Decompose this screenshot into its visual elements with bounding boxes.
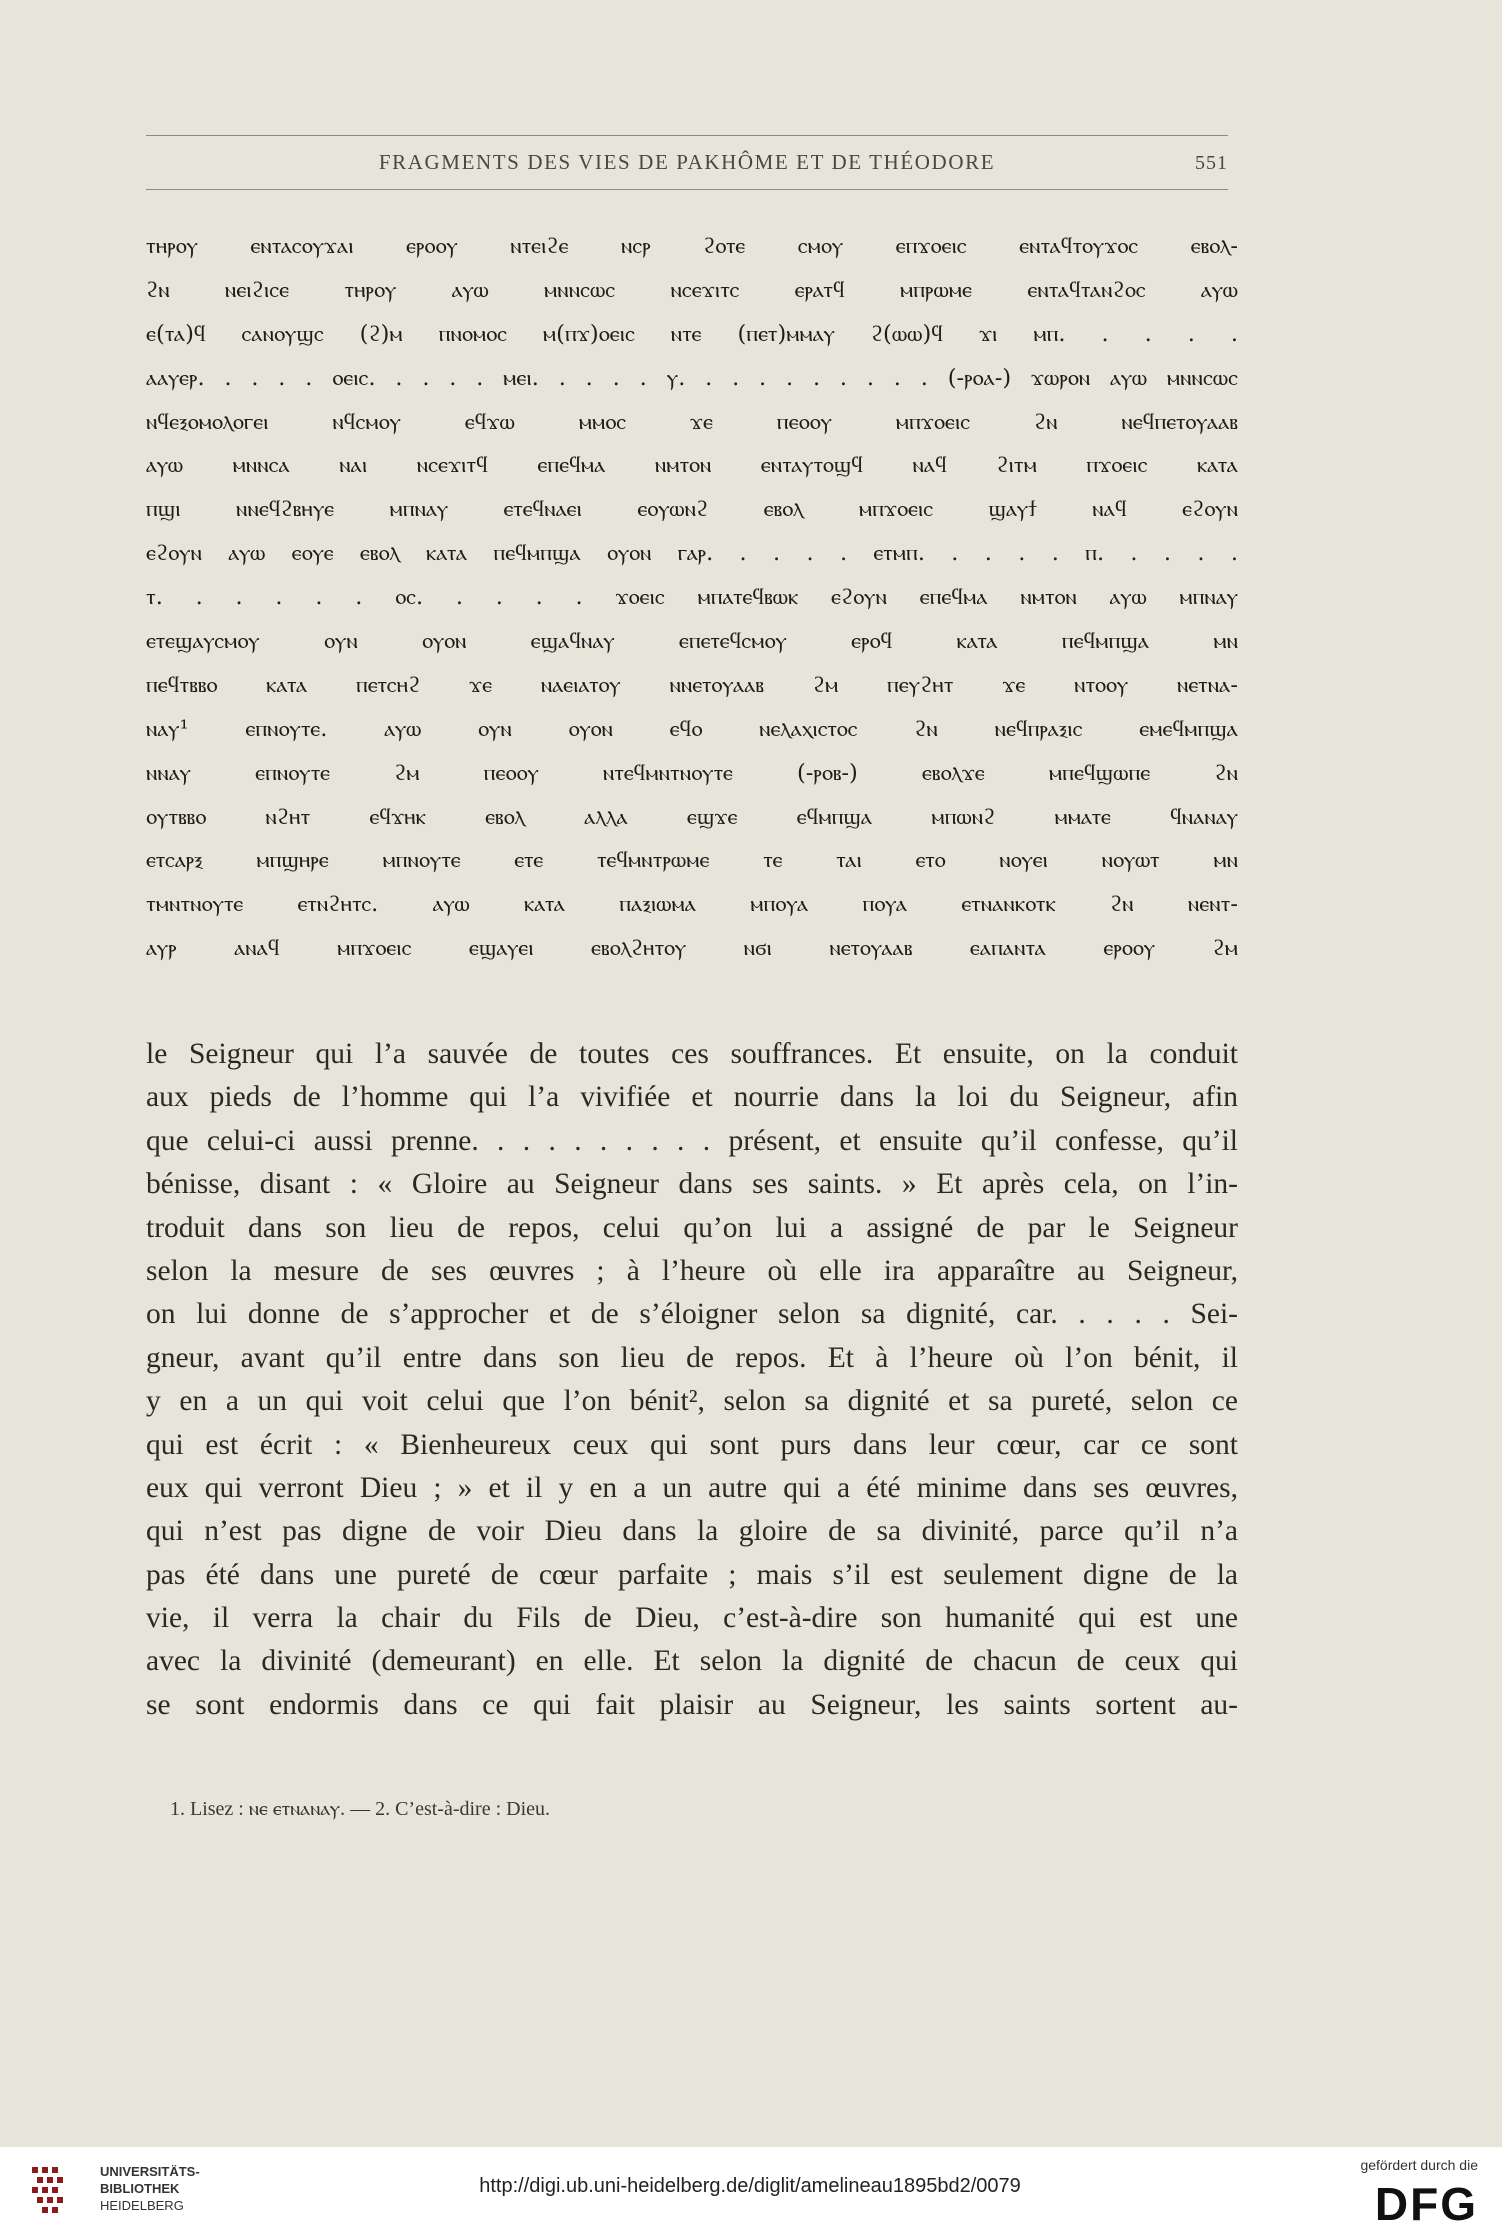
french-line: eux qui verront Dieu ; » et il y en a un autre qui a été minime dans ses œuvres, — [146, 1471, 1238, 1504]
coptic-line: ⲡⲉϥⲧⲃⲃⲟ ⲕⲁⲧⲁ ⲡⲉⲧⲥⲏϩ ϫⲉ ⲛⲁⲉⲓⲁⲧⲟⲩ ⲛⲛⲉⲧⲟⲩⲁⲁⲃ ϩⲙ ⲡⲉⲩϩⲏⲧ ϫⲉ ⲛⲧⲟⲟⲩ ⲛⲉⲧⲛⲁ- — [146, 671, 1238, 698]
french-line: vie, il verra la chair du Fils de Dieu, c’est-à-dire son humanité qui est une — [146, 1602, 1238, 1635]
coptic-line: ⲧ. . . . . . ⲟⲥ. . . . . ϫⲟⲉⲓⲥ ⲙⲡⲁⲧⲉϥⲃⲱⲕ ⲉϩⲟⲩⲛ ⲉⲡⲉϥⲙⲁ ⲛⲙⲧⲟⲛ ⲁⲩⲱ ⲙⲡⲛⲁⲩ — [146, 584, 1238, 611]
header-rule-top — [146, 135, 1228, 136]
library-name-line2: BIBLIOTHEK — [100, 2181, 180, 2196]
coptic-line: ϩⲛ ⲛⲉⲓϩⲓⲥⲉ ⲧⲏⲣⲟⲩ ⲁⲩⲱ ⲙⲛⲛⲥⲱⲥ ⲛⲥⲉϫⲓⲧⲥ ⲉⲣⲁⲧϥ ⲙⲡⲣⲱⲙⲉ ⲉⲛⲧⲁϥⲧⲁⲛϩⲟⲥ ⲁⲩⲱ — [146, 276, 1238, 303]
french-line: que celui-ci aussi prenne. . . . . . . . . . présent, et ensuite qu’il confesse, qu’il — [146, 1124, 1238, 1157]
coptic-line: ⲉⲧⲉϣⲁⲩⲥⲙⲟⲩ ⲟⲩⲛ ⲟⲩⲟⲛ ⲉϣⲁϥⲛⲁⲩ ⲉⲡⲉⲧⲉϥⲥⲙⲟⲩ ⲉⲣⲟϥ ⲕⲁⲧⲁ ⲡⲉϥⲙⲡϣⲁ ⲙⲛ — [146, 628, 1238, 655]
french-line: qui n’est pas digne de voir Dieu dans la gloire de sa divinité, parce qu’il n’a — [146, 1515, 1238, 1548]
coptic-line: ⲧⲙⲛⲧⲛⲟⲩⲧⲉ ⲉⲧⲛϩⲏⲧⲥ. ⲁⲩⲱ ⲕⲁⲧⲁ ⲡⲁⲝⲓⲱⲙⲁ ⲙⲡⲟⲩⲁ ⲡⲟⲩⲁ ⲉⲧⲛⲁⲛⲕⲟⲧⲕ ϩⲛ ⲛⲉⲛⲧ- — [146, 891, 1238, 918]
french-translation-block — [146, 1033, 1238, 1727]
french-line: gneur, avant qu’il entre dans son lieu de repos. Et à l’heure où l’on bénit, il — [146, 1341, 1238, 1374]
coptic-line: ⲟⲩⲧⲃⲃⲟ ⲛϩⲏⲧ ⲉϥϫⲏⲕ ⲉⲃⲟⲗ ⲁⲗⲗⲁ ⲉϣϫⲉ ⲉϥⲙⲡϣⲁ ⲙⲡⲱⲛϩ ⲙⲙⲁⲧⲉ ϥⲛⲁⲛⲁⲩ — [146, 803, 1238, 830]
french-line: pas été dans une pureté de cœur parfaite ; mais s’il est seulement digne de la — [146, 1558, 1238, 1591]
coptic-line: ⲁⲩⲣ ⲁⲛⲁϥ ⲙⲡϫⲟⲉⲓⲥ ⲉϣⲁⲩⲉⲓ ⲉⲃⲟⲗϩⲏⲧⲟⲩ ⲛϭⲓ ⲛⲉⲧⲟⲩⲁⲁⲃ ⲉⲁⲡⲁⲛⲧⲁ ⲉⲣⲟⲟⲩ ϩⲙ — [146, 935, 1238, 962]
coptic-text-block — [146, 225, 1238, 971]
funder-caption: gefördert durch die — [1360, 2157, 1478, 2173]
university-library-name — [100, 2163, 200, 2214]
coptic-line: ⲁⲁⲩⲉⲣ. . . . . ⲟⲉⲓⲥ. . . . . ⲙⲉⲓ. . . . . ⲩ. . . . . . . . . . (-ⲣⲟⲁ-) ϫⲱⲣⲟⲛ ⲁⲩⲱ ⲙⲛⲛⲥⲱⲥ — [146, 364, 1238, 391]
footnotes: 1. Lisez : ⲛⲉ ⲉⲧⲛⲁⲛⲁⲩ. — 2. C’est-à-dire : Dieu. — [170, 1798, 551, 1820]
coptic-line: ⲉ(ⲧⲁ)ϥ ⲥⲁⲛⲟⲩϣⲥ (ϩ)ⲙ ⲡⲛⲟⲙⲟⲥ ⲙ(ⲡϫ)ⲟⲉⲓⲥ ⲛⲧⲉ (ⲡⲉⲧ)ⲙⲙⲁⲩ ϩ(ⲱⲱ)ϥ ϫⲓ ⲙⲡ. . . . . — [146, 320, 1238, 347]
permalink-url[interactable]: http://digi.ub.uni-heidelberg.de/diglit/amelineau1895bd2/0079 — [479, 2175, 1021, 2197]
coptic-line: ⲁⲩⲱ ⲙⲛⲛⲥⲁ ⲛⲁⲓ ⲛⲥⲉϫⲓⲧϥ ⲉⲡⲉϥⲙⲁ ⲛⲙⲧⲟⲛ ⲉⲛⲧⲁⲩⲧⲟϣϥ ⲛⲁϥ ϩⲓⲧⲙ ⲡϫⲟⲉⲓⲥ ⲕⲁⲧⲁ — [146, 452, 1238, 479]
french-line: se sont endormis dans ce qui fait plaisir au Seigneur, les saints sortent au- — [146, 1688, 1238, 1721]
library-name-line3: HEIDELBERG — [100, 2198, 184, 2213]
coptic-line: ⲛϥⲉⲝⲟⲙⲟⲗⲟⲅⲉⲓ ⲛϥⲥⲙⲟⲩ ⲉϥϫⲱ ⲙⲙⲟⲥ ϫⲉ ⲡⲉⲟⲟⲩ ⲙⲡϫⲟⲉⲓⲥ ϩⲛ ⲛⲉϥⲡⲉⲧⲟⲩⲁⲁⲃ — [146, 408, 1238, 435]
french-line: qui est écrit : « Bienheureux ceux qui sont purs dans leur cœur, car ce sont — [146, 1428, 1238, 1461]
french-line: le Seigneur qui l’a sauvée de toutes ces souffrances. Et ensuite, on la conduit — [146, 1038, 1238, 1070]
coptic-line: ⲧⲏⲣⲟⲩ ⲉⲛⲧⲁⲥⲟⲩϫⲁⲓ ⲉⲣⲟⲟⲩ ⲛⲧⲉⲓϩⲉ ⲛⲥⲣ ϩⲟⲧⲉ ⲥⲙⲟⲩ ⲉⲡϫⲟⲉⲓⲥ ⲉⲛⲧⲁϥⲧⲟⲩϫⲟⲥ ⲉⲃⲟⲗ- — [146, 233, 1238, 259]
digitization-footer-bar — [0, 2147, 1502, 2239]
coptic-line: ⲉⲧⲥⲁⲣⲝ ⲙⲡϣⲏⲣⲉ ⲙⲡⲛⲟⲩⲧⲉ ⲉⲧⲉ ⲧⲉϥⲙⲛⲧⲣⲱⲙⲉ ⲧⲉ ⲧⲁⲓ ⲉⲧⲟ ⲛⲟⲩⲉⲓ ⲛⲟⲩⲱⲧ ⲙⲛ — [146, 847, 1238, 874]
running-head-title: FRAGMENTS DES VIES DE PAKHÔME ET DE THÉODORE — [378, 150, 996, 174]
french-line: avec la divinité (demeurant) en elle. Et selon la dignité de chacun de ceux qui — [146, 1645, 1238, 1678]
french-line: on lui donne de s’approcher et de s’éloigner selon sa dignité, car. . . . . Sei- — [146, 1298, 1238, 1331]
coptic-line: ⲛⲛⲁⲩ ⲉⲡⲛⲟⲩⲧⲉ ϩⲙ ⲡⲉⲟⲟⲩ ⲛⲧⲉϥⲙⲛⲧⲛⲟⲩⲧⲉ (-ⲣⲟⲃ-) ⲉⲃⲟⲗϫⲉ ⲙⲡⲉϥϣⲱⲡⲉ ϩⲛ — [146, 759, 1238, 786]
french-line: bénisse, disant : « Gloire au Seigneur dans ses saints. » Et après cela, on l’in- — [146, 1168, 1238, 1201]
french-line: aux pieds de l’homme qui l’a vivifiée et nourrie dans la loi du Seigneur, afin — [146, 1081, 1238, 1114]
coptic-line: ⲡϣⲓ ⲛⲛⲉϥϩⲃⲏⲩⲉ ⲙⲡⲛⲁⲩ ⲉⲧⲉϥⲛⲁⲉⲓ ⲉⲟⲩⲱⲛϩ ⲉⲃⲟⲗ ⲙⲡϫⲟⲉⲓⲥ ϣⲁⲩϯ ⲛⲁϥ ⲉϩⲟⲩⲛ — [146, 496, 1238, 523]
dfg-logo: DFG — [1374, 2178, 1478, 2230]
header-rule-bottom — [146, 189, 1228, 190]
coptic-line: ⲉϩⲟⲩⲛ ⲁⲩⲱ ⲉⲟⲩⲉ ⲉⲃⲟⲗ ⲕⲁⲧⲁ ⲡⲉϥⲙⲡϣⲁ ⲟⲩⲟⲛ ⲅⲁⲣ. . . . . ⲉⲧⲙⲡ. . . . . ⲡ. . . . . — [146, 540, 1238, 567]
running-head — [146, 150, 1228, 180]
page-number: 551 — [1195, 152, 1228, 174]
coptic-line: ⲛⲁⲩ¹ ⲉⲡⲛⲟⲩⲧⲉ. ⲁⲩⲱ ⲟⲩⲛ ⲟⲩⲟⲛ ⲉϥⲟ ⲛⲉⲗⲁⲭⲓⲥⲧⲟⲥ ϩⲛ ⲛⲉϥⲡⲣⲁⲝⲓⲥ ⲉⲙⲉϥⲙⲡϣⲁ — [146, 715, 1238, 742]
french-line: selon la mesure de ses œuvres ; à l’heure où elle ira apparaître au Seigneur, — [146, 1254, 1238, 1287]
library-name-line1: UNIVERSITÄTS- — [100, 2164, 200, 2179]
french-line: y en a un qui voit celui que l’on bénit², selon sa dignité et sa pureté, selon ce — [146, 1385, 1238, 1418]
university-library-logo-icon — [28, 2161, 88, 2221]
french-line: troduit dans son lieu de repos, celui qu’on lui a assigné de par le Seigneur — [146, 1211, 1238, 1244]
